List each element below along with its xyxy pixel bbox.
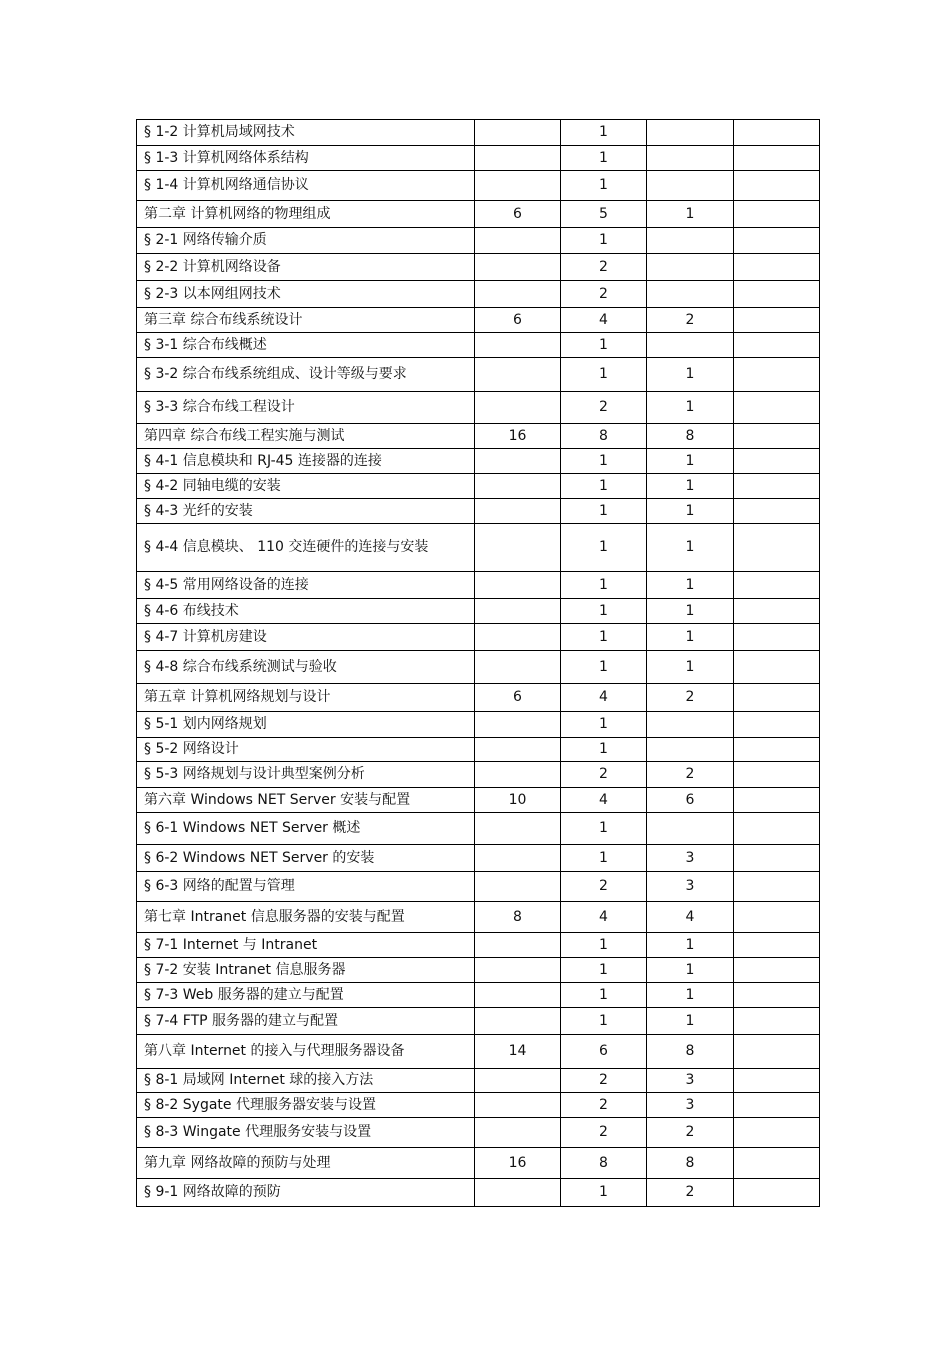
lecture-hours-cell: 2	[561, 281, 647, 308]
table-row	[137, 762, 820, 788]
lab-hours-cell: 1	[647, 1008, 734, 1035]
topic-cell: § 4-1 信息模块和 RJ-45 连接器的连接	[137, 449, 475, 474]
topic-cell: § 4-5 常用网络设备的连接	[137, 572, 475, 599]
note-cell	[734, 1148, 820, 1179]
table-row	[137, 1093, 820, 1118]
table-row	[137, 171, 820, 201]
topic-cell: § 6-3 网络的配置与管理	[137, 872, 475, 902]
lab-hours-cell: 1	[647, 651, 734, 684]
lecture-hours-cell: 1	[561, 449, 647, 474]
total-hours-cell	[475, 333, 561, 358]
table-row	[137, 358, 820, 392]
total-hours-cell	[475, 1093, 561, 1118]
lecture-hours-cell: 1	[561, 1179, 647, 1207]
topic-cell: § 4-7 计算机房建设	[137, 624, 475, 651]
lab-hours-cell: 4	[647, 902, 734, 933]
topic-cell: § 7-3 Web 服务器的建立与配置	[137, 983, 475, 1008]
lab-hours-cell: 1	[647, 624, 734, 651]
lecture-hours-cell: 1	[561, 524, 647, 572]
note-cell	[734, 684, 820, 712]
table-row	[137, 1179, 820, 1207]
topic-cell: 第二章 计算机网络的物理组成	[137, 201, 475, 228]
lecture-hours-cell: 2	[561, 762, 647, 788]
note-cell	[734, 146, 820, 171]
lab-hours-cell	[647, 254, 734, 281]
table-row	[137, 120, 820, 146]
table-row	[137, 254, 820, 281]
note-cell	[734, 171, 820, 201]
lecture-hours-cell: 4	[561, 788, 647, 813]
topic-cell: § 4-8 综合布线系统测试与验收	[137, 651, 475, 684]
table-row	[137, 1118, 820, 1148]
table-row	[137, 624, 820, 651]
lecture-hours-cell: 1	[561, 933, 647, 958]
total-hours-cell: 16	[475, 424, 561, 449]
lab-hours-cell: 1	[647, 449, 734, 474]
lecture-hours-cell: 6	[561, 1035, 647, 1069]
lab-hours-cell: 1	[647, 524, 734, 572]
lab-hours-cell: 1	[647, 201, 734, 228]
table-row	[137, 449, 820, 474]
lab-hours-cell	[647, 171, 734, 201]
total-hours-cell	[475, 146, 561, 171]
topic-cell: § 4-4 信息模块、 110 交连硬件的连接与安装	[137, 524, 475, 572]
total-hours-cell	[475, 813, 561, 845]
note-cell	[734, 1035, 820, 1069]
table-row	[137, 813, 820, 845]
lab-hours-cell: 1	[647, 958, 734, 983]
lecture-hours-cell: 1	[561, 499, 647, 524]
table-row	[137, 684, 820, 712]
table-row	[137, 933, 820, 958]
table-row	[137, 333, 820, 358]
note-cell	[734, 1179, 820, 1207]
topic-cell: § 5-2 网络设计	[137, 738, 475, 762]
lecture-hours-cell: 4	[561, 902, 647, 933]
total-hours-cell	[475, 651, 561, 684]
note-cell	[734, 424, 820, 449]
total-hours-cell	[475, 712, 561, 738]
table-row	[137, 499, 820, 524]
lab-hours-cell	[647, 813, 734, 845]
total-hours-cell	[475, 958, 561, 983]
topic-cell: § 1-2 计算机局域网技术	[137, 120, 475, 146]
table-row	[137, 902, 820, 933]
total-hours-cell	[475, 524, 561, 572]
table-row	[137, 1148, 820, 1179]
table-row	[137, 1035, 820, 1069]
lab-hours-cell: 3	[647, 872, 734, 902]
table-row	[137, 474, 820, 499]
note-cell	[734, 572, 820, 599]
lab-hours-cell: 1	[647, 933, 734, 958]
total-hours-cell: 14	[475, 1035, 561, 1069]
total-hours-cell	[475, 983, 561, 1008]
topic-cell: § 7-4 FTP 服务器的建立与配置	[137, 1008, 475, 1035]
note-cell	[734, 254, 820, 281]
lab-hours-cell: 1	[647, 572, 734, 599]
total-hours-cell	[475, 499, 561, 524]
lab-hours-cell: 3	[647, 1093, 734, 1118]
topic-cell: § 3-2 综合布线系统组成、设计等级与要求	[137, 358, 475, 392]
note-cell	[734, 813, 820, 845]
note-cell	[734, 788, 820, 813]
note-cell	[734, 651, 820, 684]
note-cell	[734, 499, 820, 524]
lab-hours-cell: 2	[647, 308, 734, 333]
lecture-hours-cell: 2	[561, 254, 647, 281]
note-cell	[734, 624, 820, 651]
table-row	[137, 392, 820, 424]
lecture-hours-cell: 1	[561, 599, 647, 624]
table-body	[137, 120, 820, 1207]
lecture-hours-cell: 1	[561, 983, 647, 1008]
lab-hours-cell	[647, 281, 734, 308]
lecture-hours-cell: 1	[561, 228, 647, 254]
total-hours-cell	[475, 845, 561, 872]
topic-cell: § 9-1 网络故障的预防	[137, 1179, 475, 1207]
lab-hours-cell: 6	[647, 788, 734, 813]
table-row	[137, 788, 820, 813]
note-cell	[734, 1008, 820, 1035]
topic-cell: § 8-2 Sygate 代理服务器安装与设置	[137, 1093, 475, 1118]
lab-hours-cell: 2	[647, 1179, 734, 1207]
total-hours-cell: 6	[475, 308, 561, 333]
note-cell	[734, 358, 820, 392]
topic-cell: § 2-3 以本网组网技术	[137, 281, 475, 308]
lab-hours-cell: 3	[647, 845, 734, 872]
lecture-hours-cell: 1	[561, 358, 647, 392]
topic-cell: § 4-3 光纤的安装	[137, 499, 475, 524]
lecture-hours-cell: 2	[561, 1069, 647, 1093]
lecture-hours-cell: 2	[561, 1118, 647, 1148]
total-hours-cell	[475, 572, 561, 599]
topic-cell: 第九章 网络故障的预防与处理	[137, 1148, 475, 1179]
lecture-hours-cell: 1	[561, 845, 647, 872]
table-row	[137, 572, 820, 599]
note-cell	[734, 449, 820, 474]
note-cell	[734, 1118, 820, 1148]
table-row	[137, 651, 820, 684]
table-row	[137, 845, 820, 872]
lab-hours-cell: 8	[647, 1035, 734, 1069]
topic-cell: 第六章 Windows NET Server 安装与配置	[137, 788, 475, 813]
topic-cell: § 6-1 Windows NET Server 概述	[137, 813, 475, 845]
lecture-hours-cell: 1	[561, 813, 647, 845]
lab-hours-cell: 1	[647, 358, 734, 392]
note-cell	[734, 872, 820, 902]
table-row	[137, 872, 820, 902]
note-cell	[734, 902, 820, 933]
lab-hours-cell: 1	[647, 392, 734, 424]
lecture-hours-cell: 1	[561, 171, 647, 201]
document-page	[136, 119, 820, 1207]
lab-hours-cell: 1	[647, 474, 734, 499]
topic-cell: 第四章 综合布线工程实施与测试	[137, 424, 475, 449]
lab-hours-cell: 2	[647, 684, 734, 712]
total-hours-cell	[475, 171, 561, 201]
topic-cell: § 7-1 Internet 与 Intranet	[137, 933, 475, 958]
total-hours-cell: 10	[475, 788, 561, 813]
table-row	[137, 281, 820, 308]
lecture-hours-cell: 8	[561, 424, 647, 449]
topic-cell: § 1-4 计算机网络通信协议	[137, 171, 475, 201]
total-hours-cell: 8	[475, 902, 561, 933]
table-row	[137, 524, 820, 572]
lecture-hours-cell: 1	[561, 958, 647, 983]
topic-cell: 第八章 Internet 的接入与代理服务器设备	[137, 1035, 475, 1069]
note-cell	[734, 933, 820, 958]
lecture-hours-cell: 2	[561, 1093, 647, 1118]
topic-cell: § 6-2 Windows NET Server 的安装	[137, 845, 475, 872]
total-hours-cell	[475, 254, 561, 281]
total-hours-cell	[475, 624, 561, 651]
total-hours-cell	[475, 228, 561, 254]
topic-cell: § 8-1 局域网 Internet 球的接入方法	[137, 1069, 475, 1093]
lab-hours-cell	[647, 228, 734, 254]
lecture-hours-cell: 1	[561, 333, 647, 358]
note-cell	[734, 474, 820, 499]
total-hours-cell	[475, 449, 561, 474]
total-hours-cell	[475, 281, 561, 308]
note-cell	[734, 524, 820, 572]
lecture-hours-cell: 4	[561, 684, 647, 712]
note-cell	[734, 281, 820, 308]
total-hours-cell	[475, 872, 561, 902]
table-row	[137, 308, 820, 333]
topic-cell: 第三章 综合布线系统设计	[137, 308, 475, 333]
lab-hours-cell: 1	[647, 499, 734, 524]
table-row	[137, 958, 820, 983]
total-hours-cell	[475, 738, 561, 762]
lab-hours-cell: 1	[647, 599, 734, 624]
note-cell	[734, 1069, 820, 1093]
table-row	[137, 228, 820, 254]
lecture-hours-cell: 1	[561, 624, 647, 651]
lecture-hours-cell: 8	[561, 1148, 647, 1179]
topic-cell: § 5-1 划内网络规划	[137, 712, 475, 738]
course-hours-table	[136, 119, 820, 1207]
topic-cell: § 2-2 计算机网络设备	[137, 254, 475, 281]
lecture-hours-cell: 4	[561, 308, 647, 333]
lab-hours-cell: 2	[647, 1118, 734, 1148]
topic-cell: § 4-2 同轴电缆的安装	[137, 474, 475, 499]
note-cell	[734, 712, 820, 738]
total-hours-cell	[475, 762, 561, 788]
table-row	[137, 1008, 820, 1035]
note-cell	[734, 392, 820, 424]
topic-cell: § 1-3 计算机网络体系结构	[137, 146, 475, 171]
note-cell	[734, 120, 820, 146]
topic-cell: § 3-3 综合布线工程设计	[137, 392, 475, 424]
lecture-hours-cell: 5	[561, 201, 647, 228]
table-row	[137, 201, 820, 228]
topic-cell: § 3-1 综合布线概述	[137, 333, 475, 358]
total-hours-cell	[475, 358, 561, 392]
total-hours-cell	[475, 933, 561, 958]
note-cell	[734, 738, 820, 762]
topic-cell: § 2-1 网络传输介质	[137, 228, 475, 254]
lab-hours-cell	[647, 146, 734, 171]
note-cell	[734, 599, 820, 624]
table-row	[137, 146, 820, 171]
lab-hours-cell: 8	[647, 1148, 734, 1179]
table-row	[137, 738, 820, 762]
total-hours-cell: 16	[475, 1148, 561, 1179]
lecture-hours-cell: 1	[561, 146, 647, 171]
note-cell	[734, 983, 820, 1008]
total-hours-cell	[475, 392, 561, 424]
note-cell	[734, 762, 820, 788]
total-hours-cell	[475, 1069, 561, 1093]
lab-hours-cell	[647, 333, 734, 358]
table-row	[137, 424, 820, 449]
lab-hours-cell	[647, 120, 734, 146]
note-cell	[734, 1093, 820, 1118]
lecture-hours-cell: 1	[561, 712, 647, 738]
lab-hours-cell: 1	[647, 983, 734, 1008]
total-hours-cell	[475, 1179, 561, 1207]
total-hours-cell: 6	[475, 201, 561, 228]
note-cell	[734, 958, 820, 983]
lecture-hours-cell: 2	[561, 872, 647, 902]
lecture-hours-cell: 1	[561, 738, 647, 762]
total-hours-cell	[475, 599, 561, 624]
lab-hours-cell	[647, 738, 734, 762]
note-cell	[734, 228, 820, 254]
table-row	[137, 599, 820, 624]
topic-cell: § 8-3 Wingate 代理服务安装与设置	[137, 1118, 475, 1148]
lab-hours-cell: 2	[647, 762, 734, 788]
note-cell	[734, 845, 820, 872]
note-cell	[734, 201, 820, 228]
lecture-hours-cell: 1	[561, 474, 647, 499]
total-hours-cell	[475, 1118, 561, 1148]
topic-cell: § 7-2 安装 Intranet 信息服务器	[137, 958, 475, 983]
lab-hours-cell: 3	[647, 1069, 734, 1093]
table-row	[137, 712, 820, 738]
note-cell	[734, 308, 820, 333]
lecture-hours-cell: 1	[561, 120, 647, 146]
lecture-hours-cell: 1	[561, 572, 647, 599]
total-hours-cell: 6	[475, 684, 561, 712]
note-cell	[734, 333, 820, 358]
topic-cell: § 5-3 网络规划与设计典型案例分析	[137, 762, 475, 788]
lecture-hours-cell: 1	[561, 1008, 647, 1035]
lecture-hours-cell: 2	[561, 392, 647, 424]
table-row	[137, 983, 820, 1008]
topic-cell: § 4-6 布线技术	[137, 599, 475, 624]
lecture-hours-cell: 1	[561, 651, 647, 684]
topic-cell: 第五章 计算机网络规划与设计	[137, 684, 475, 712]
total-hours-cell	[475, 1008, 561, 1035]
table-row	[137, 1069, 820, 1093]
lab-hours-cell	[647, 712, 734, 738]
total-hours-cell	[475, 120, 561, 146]
lab-hours-cell: 8	[647, 424, 734, 449]
topic-cell: 第七章 Intranet 信息服务器的安装与配置	[137, 902, 475, 933]
total-hours-cell	[475, 474, 561, 499]
